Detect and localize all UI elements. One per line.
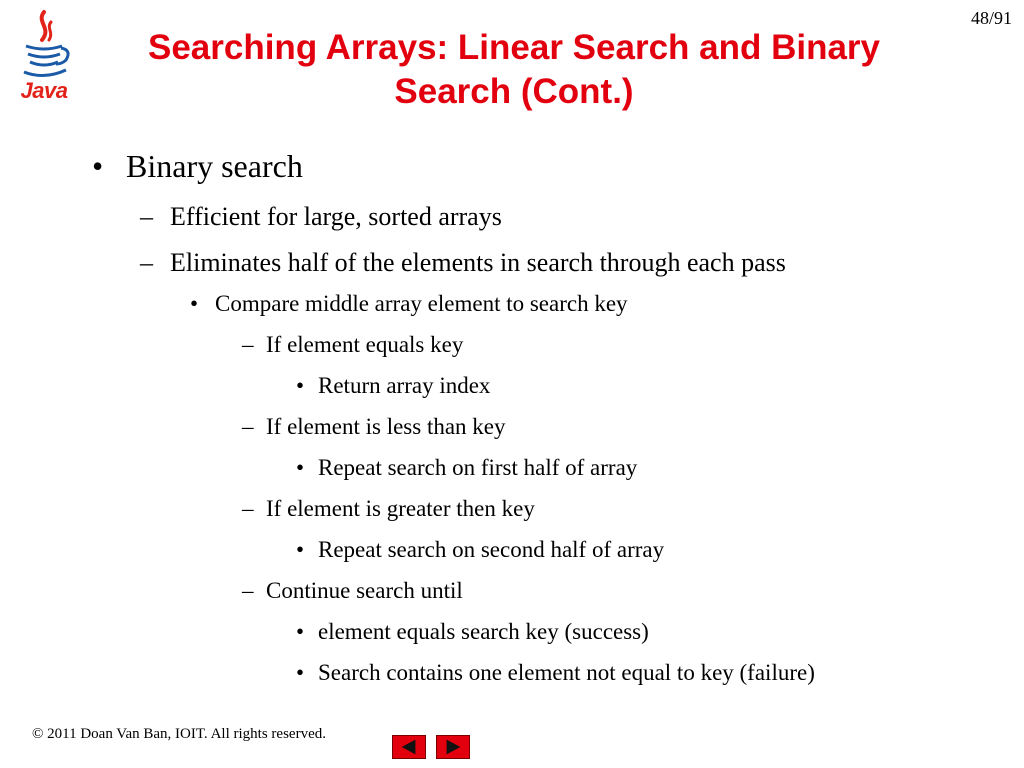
bullet-marker: • [92,148,104,184]
bullet-text: Binary search [126,148,303,184]
bullet-marker: – [242,496,254,521]
bullet-text: If element is greater then key [266,496,535,521]
left-arrow-icon [393,736,425,758]
bullet-text: Compare middle array element to search key [215,291,628,316]
bullet-marker: – [242,414,254,439]
bullet-marker: • [296,455,305,480]
bullet-text: element equals search key (success) [318,619,649,644]
bullet-marker: • [296,660,305,685]
slide-title: Searching Arrays: Linear Search and Binary Search (Cont.) [147,28,881,111]
bullet-marker: • [190,291,199,316]
bullet-marker: • [296,373,305,398]
bullet-text: Repeat search on first half of array [318,455,638,480]
bullet-text: Search contains one element not equal to key (failure) [318,660,815,685]
bullet-text: Eliminates half of the elements in search through each pass [170,248,786,277]
bullet-text: Continue search until [266,578,463,603]
java-cup-icon [14,8,74,80]
bullet-marker: – [242,332,254,357]
copyright-footer: © 2011 Doan Van Ban, IOIT. All rights reserved. [32,726,326,742]
next-slide-button[interactable] [436,735,470,759]
right-arrow-icon [437,736,469,758]
previous-slide-button[interactable] [392,735,426,759]
bullet-text: Return array index [318,373,491,398]
bullet-marker: • [296,537,305,562]
bullet-text: Efficient for large, sorted arrays [170,202,502,231]
bullet-text: Repeat search on second half of array [318,537,665,562]
bullet-text: If element equals key [266,332,464,357]
bullet-marker: • [296,619,305,644]
bullet-marker: – [242,578,254,603]
page-indicator: 48/91 [970,8,1012,28]
java-logo-text: Java [20,78,68,103]
java-logo [14,8,74,108]
bullet-text: If element is less than key [266,414,506,439]
bullet-marker: – [140,202,153,231]
bullet-marker: – [140,248,153,277]
